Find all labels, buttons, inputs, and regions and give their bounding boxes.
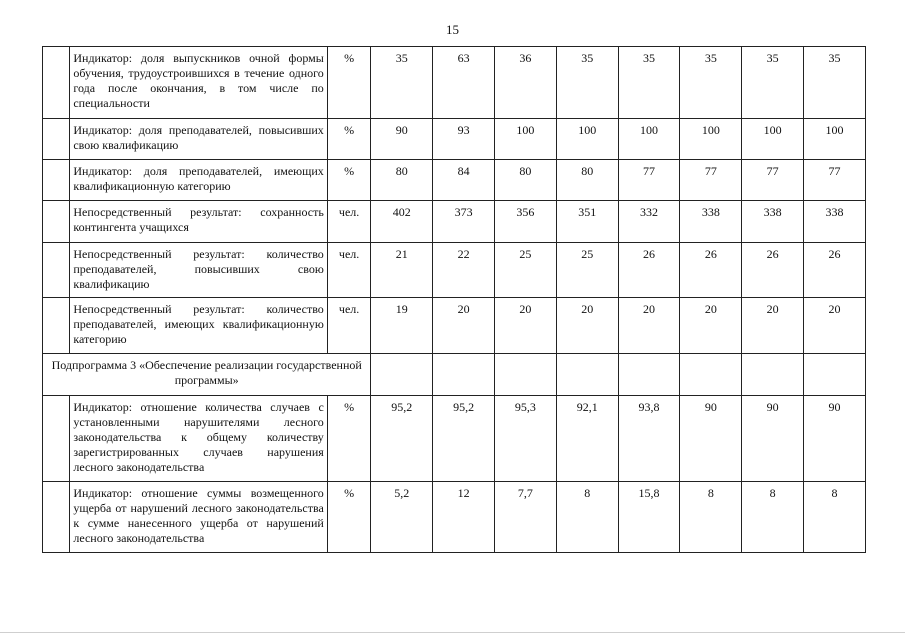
unit-cell: % bbox=[327, 396, 371, 482]
value-cell: 20 bbox=[742, 298, 804, 354]
value-cell: 80 bbox=[495, 160, 557, 201]
value-cell: 90 bbox=[804, 396, 866, 482]
value-cell: 373 bbox=[433, 201, 495, 243]
row-number-cell bbox=[43, 482, 70, 553]
row-number-cell bbox=[43, 160, 70, 201]
empty-cell bbox=[742, 354, 804, 396]
table-row bbox=[43, 482, 866, 553]
value-cell: 20 bbox=[804, 298, 866, 354]
subprogram-row bbox=[43, 354, 866, 396]
value-cell: 20 bbox=[680, 298, 742, 354]
row-number-cell bbox=[43, 298, 70, 354]
indicator-name: Непосредственный результат: сохранность контингента учащихся bbox=[70, 201, 327, 243]
value-cell: 100 bbox=[742, 119, 804, 160]
indicators-table bbox=[42, 46, 866, 553]
value-cell: 80 bbox=[556, 160, 618, 201]
value-cell: 84 bbox=[433, 160, 495, 201]
value-cell: 26 bbox=[804, 243, 866, 298]
empty-cell bbox=[495, 354, 557, 396]
table-row bbox=[43, 119, 866, 160]
value-cell: 35 bbox=[804, 47, 866, 119]
value-cell: 20 bbox=[433, 298, 495, 354]
value-cell: 100 bbox=[495, 119, 557, 160]
indicator-name: Индикатор: отношение суммы возмещенного ущерба от нарушений лесного законодательства к сумме нанесенного ущерба от нарушений лесного законодательства bbox=[70, 482, 327, 553]
value-cell: 26 bbox=[742, 243, 804, 298]
value-cell: 351 bbox=[556, 201, 618, 243]
value-cell: 8 bbox=[556, 482, 618, 553]
value-cell: 7,7 bbox=[495, 482, 557, 553]
page-number: 15 bbox=[446, 22, 459, 37]
value-cell: 100 bbox=[556, 119, 618, 160]
value-cell: 338 bbox=[680, 201, 742, 243]
unit-cell: % bbox=[327, 482, 371, 553]
table-row bbox=[43, 160, 866, 201]
value-cell: 8 bbox=[804, 482, 866, 553]
table-row bbox=[43, 396, 866, 482]
value-cell: 100 bbox=[680, 119, 742, 160]
value-cell: 22 bbox=[433, 243, 495, 298]
value-cell: 77 bbox=[804, 160, 866, 201]
value-cell: 338 bbox=[804, 201, 866, 243]
value-cell: 35 bbox=[680, 47, 742, 119]
table-row bbox=[43, 201, 866, 243]
indicators-table-body bbox=[43, 47, 866, 553]
value-cell: 95,3 bbox=[495, 396, 557, 482]
row-number-cell bbox=[43, 243, 70, 298]
table-row bbox=[43, 47, 866, 119]
value-cell: 95,2 bbox=[371, 396, 433, 482]
empty-cell bbox=[804, 354, 866, 396]
indicator-name: Индикатор: доля выпускников очной формы обучения, трудоустроившихся в течение одного года после окончания, в том числе по специальности bbox=[70, 47, 327, 119]
value-cell: 93 bbox=[433, 119, 495, 160]
row-number-cell bbox=[43, 396, 70, 482]
value-cell: 36 bbox=[495, 47, 557, 119]
value-cell: 35 bbox=[371, 47, 433, 119]
value-cell: 19 bbox=[371, 298, 433, 354]
value-cell: 63 bbox=[433, 47, 495, 119]
unit-cell: % bbox=[327, 160, 371, 201]
empty-cell bbox=[433, 354, 495, 396]
value-cell: 77 bbox=[742, 160, 804, 201]
empty-cell bbox=[618, 354, 680, 396]
value-cell: 356 bbox=[495, 201, 557, 243]
row-number-cell bbox=[43, 201, 70, 243]
value-cell: 15,8 bbox=[618, 482, 680, 553]
value-cell: 77 bbox=[618, 160, 680, 201]
unit-cell: чел. bbox=[327, 243, 371, 298]
scan-edge-line bbox=[0, 632, 905, 633]
indicator-name: Индикатор: доля преподавателей, имеющих квалификационную категорию bbox=[70, 160, 327, 201]
value-cell: 95,2 bbox=[433, 396, 495, 482]
value-cell: 35 bbox=[556, 47, 618, 119]
value-cell: 21 bbox=[371, 243, 433, 298]
subprogram-title: Подпрограмма 3 «Обеспечение реализации государственной программы» bbox=[43, 354, 371, 396]
value-cell: 80 bbox=[371, 160, 433, 201]
value-cell: 90 bbox=[742, 396, 804, 482]
value-cell: 90 bbox=[680, 396, 742, 482]
empty-cell bbox=[680, 354, 742, 396]
value-cell: 93,8 bbox=[618, 396, 680, 482]
value-cell: 8 bbox=[742, 482, 804, 553]
value-cell: 12 bbox=[433, 482, 495, 553]
value-cell: 338 bbox=[742, 201, 804, 243]
indicator-name: Индикатор: доля преподавателей, повысивших свою квалификацию bbox=[70, 119, 327, 160]
value-cell: 20 bbox=[556, 298, 618, 354]
row-number-cell bbox=[43, 119, 70, 160]
value-cell: 26 bbox=[680, 243, 742, 298]
row-number-cell bbox=[43, 47, 70, 119]
value-cell: 100 bbox=[618, 119, 680, 160]
empty-cell bbox=[371, 354, 433, 396]
value-cell: 77 bbox=[680, 160, 742, 201]
indicator-name: Индикатор: отношение количества случаев с установленными нарушителями лесного законодательства к общему количеству зарегистрированных случаев нарушения лесного законодательства bbox=[70, 396, 327, 482]
value-cell: 35 bbox=[618, 47, 680, 119]
unit-cell: чел. bbox=[327, 298, 371, 354]
table-row bbox=[43, 243, 866, 298]
value-cell: 20 bbox=[495, 298, 557, 354]
value-cell: 25 bbox=[495, 243, 557, 298]
value-cell: 92,1 bbox=[556, 396, 618, 482]
value-cell: 90 bbox=[371, 119, 433, 160]
empty-cell bbox=[556, 354, 618, 396]
table-row bbox=[43, 298, 866, 354]
value-cell: 35 bbox=[742, 47, 804, 119]
value-cell: 20 bbox=[618, 298, 680, 354]
unit-cell: чел. bbox=[327, 201, 371, 243]
unit-cell: % bbox=[327, 47, 371, 119]
value-cell: 26 bbox=[618, 243, 680, 298]
value-cell: 332 bbox=[618, 201, 680, 243]
indicator-name: Непосредственный результат: количество преподавателей, повысивших свою квалификацию bbox=[70, 243, 327, 298]
value-cell: 402 bbox=[371, 201, 433, 243]
value-cell: 8 bbox=[680, 482, 742, 553]
value-cell: 25 bbox=[556, 243, 618, 298]
indicator-name: Непосредственный результат: количество преподавателей, имеющих квалификационную категорию bbox=[70, 298, 327, 354]
value-cell: 5,2 bbox=[371, 482, 433, 553]
value-cell: 100 bbox=[804, 119, 866, 160]
unit-cell: % bbox=[327, 119, 371, 160]
